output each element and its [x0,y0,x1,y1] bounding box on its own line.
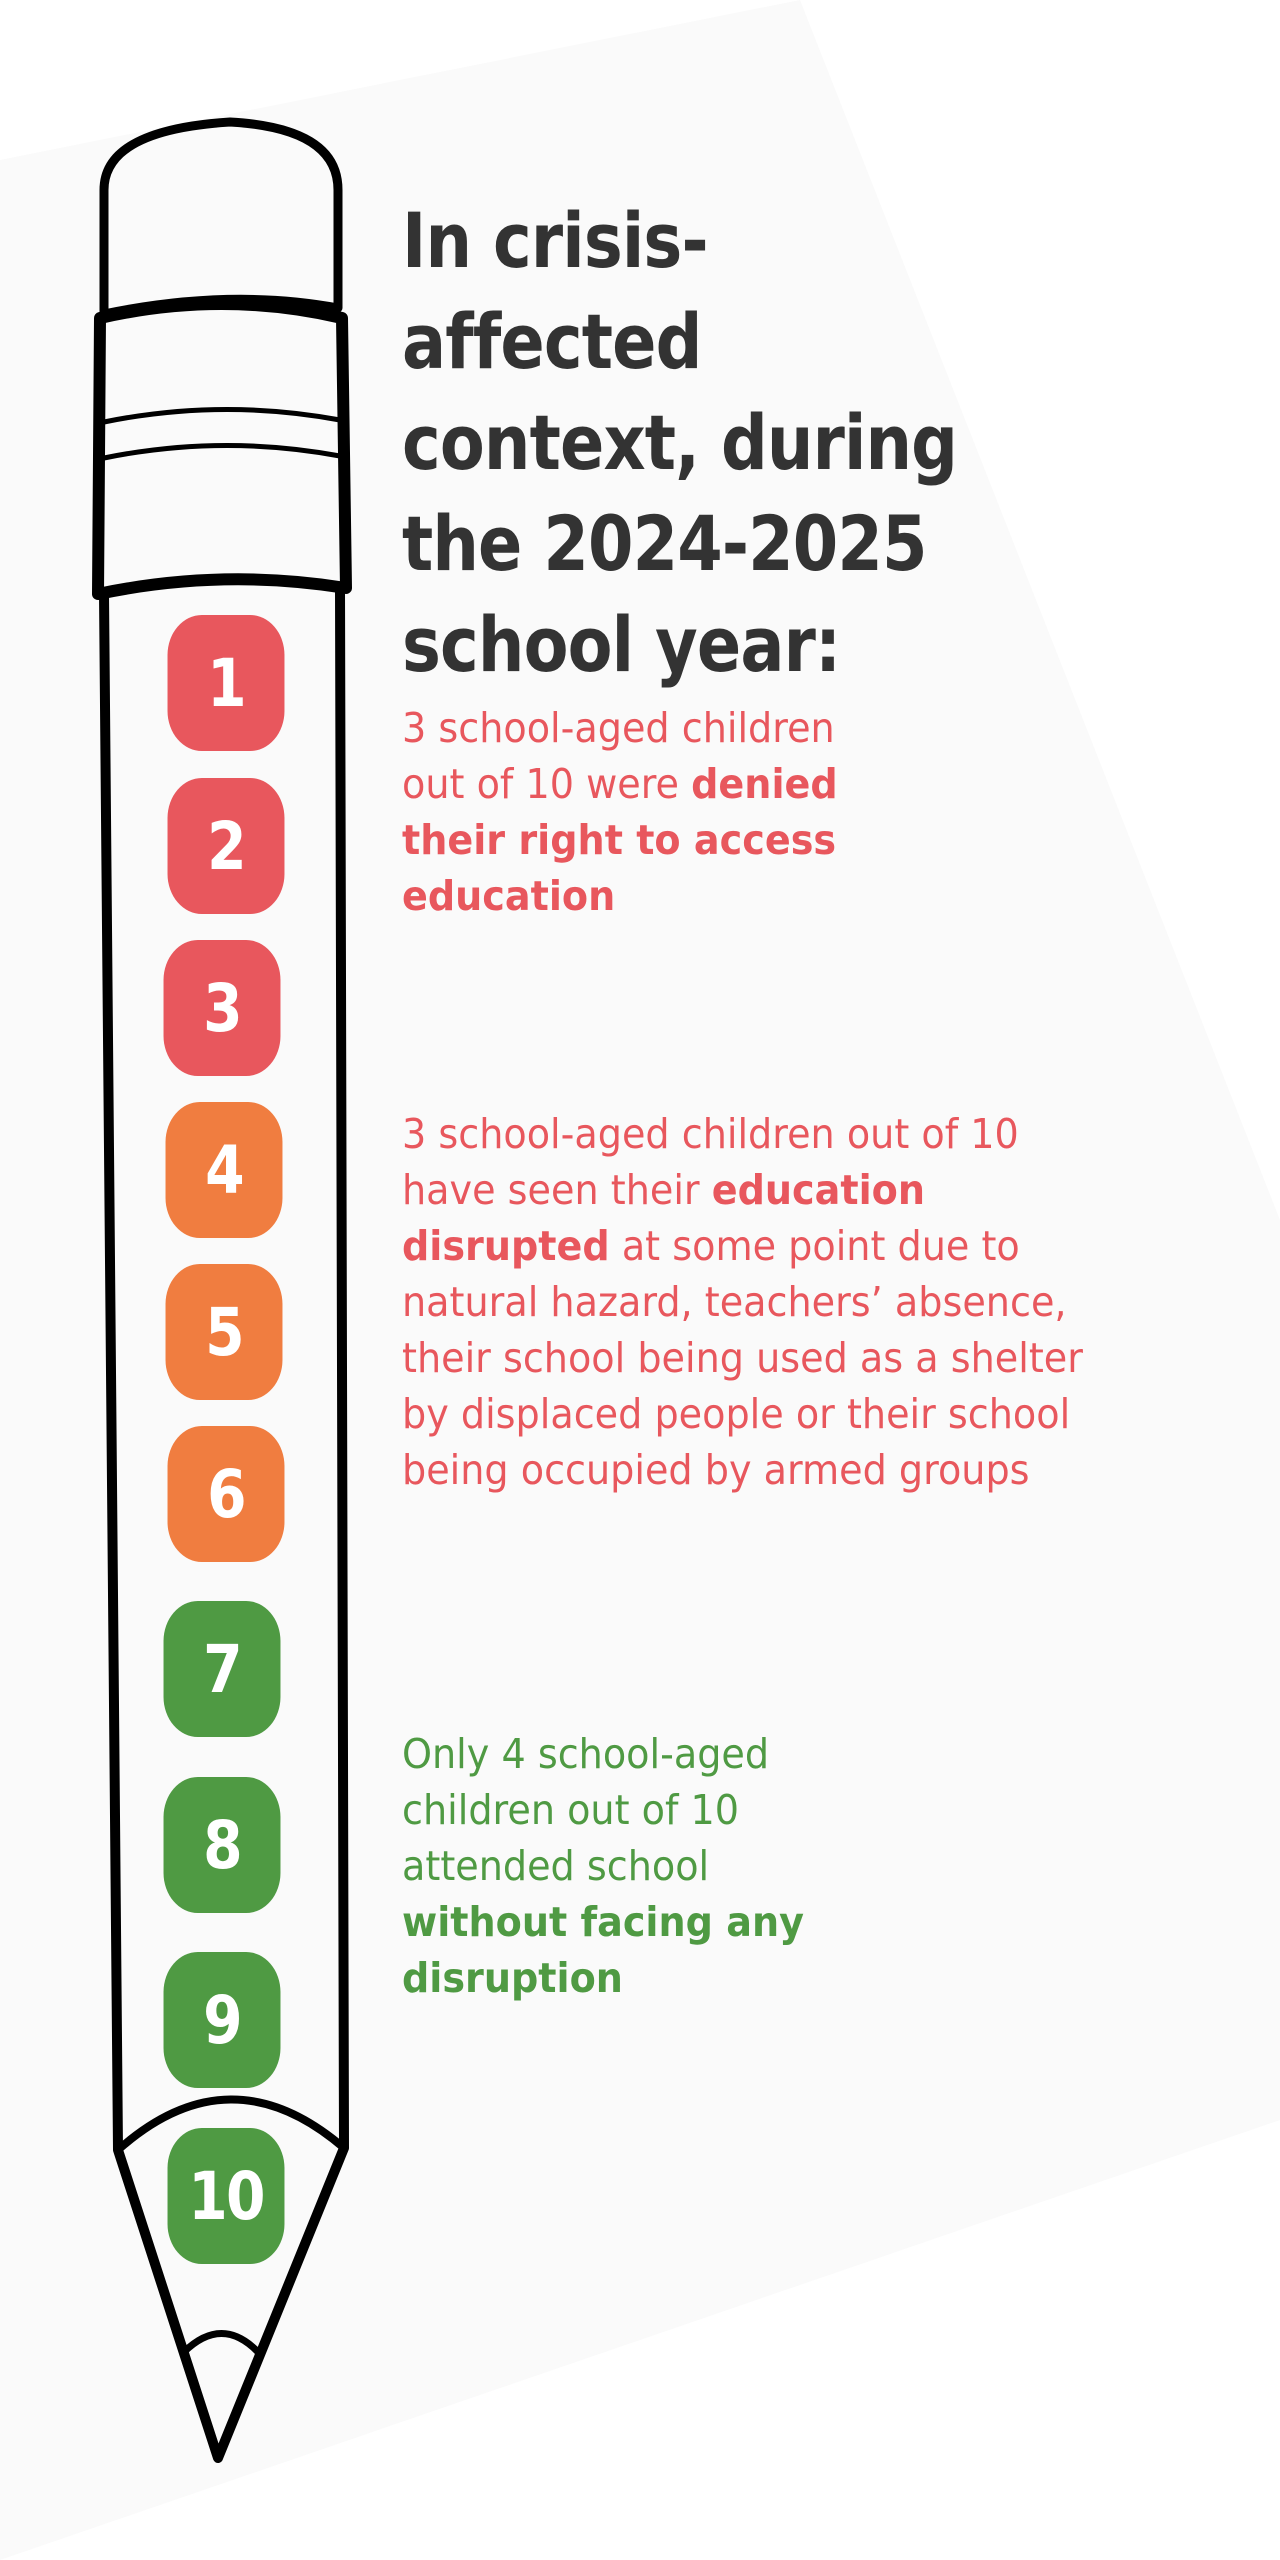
stat-text-after: at some point due to natural hazard, teachers’ absence, their school being used as a shelter by displaced people or their school being occupied by armed groups [402,1222,1083,1494]
badge-4: 4 [166,1102,283,1238]
stat-text: 3 school-aged children out of 10 have seen their [402,1110,1019,1214]
stat-text: Only 4 school-aged children out of 10 attended school [402,1730,770,1890]
badge-2: 2 [168,778,285,914]
badge-8: 8 [164,1777,281,1913]
stat-education-disrupted [402,1106,1118,1498]
badge-1: 1 [168,615,285,751]
badge-10: 10 [168,2128,285,2264]
stat-no-disruption [402,1726,839,2006]
stat-emphasis: denied their right to access education [402,760,838,920]
pencil-eraser [104,122,338,314]
badge-9: 9 [164,1952,281,2088]
page-title: In crisis-affected context, during the 2024-2025 school year: [402,196,958,689]
stat-denied-access [402,700,839,924]
badge-7: 7 [164,1601,281,1737]
stat-emphasis: education disrupted [402,1166,925,1270]
badge-5: 5 [166,1264,283,1400]
stat-text: 3 school-aged children out of 10 were [402,704,835,808]
stat-emphasis: without facing any disruption [402,1898,804,2002]
badge-3: 3 [164,940,281,1076]
badge-6: 6 [168,1426,285,1562]
